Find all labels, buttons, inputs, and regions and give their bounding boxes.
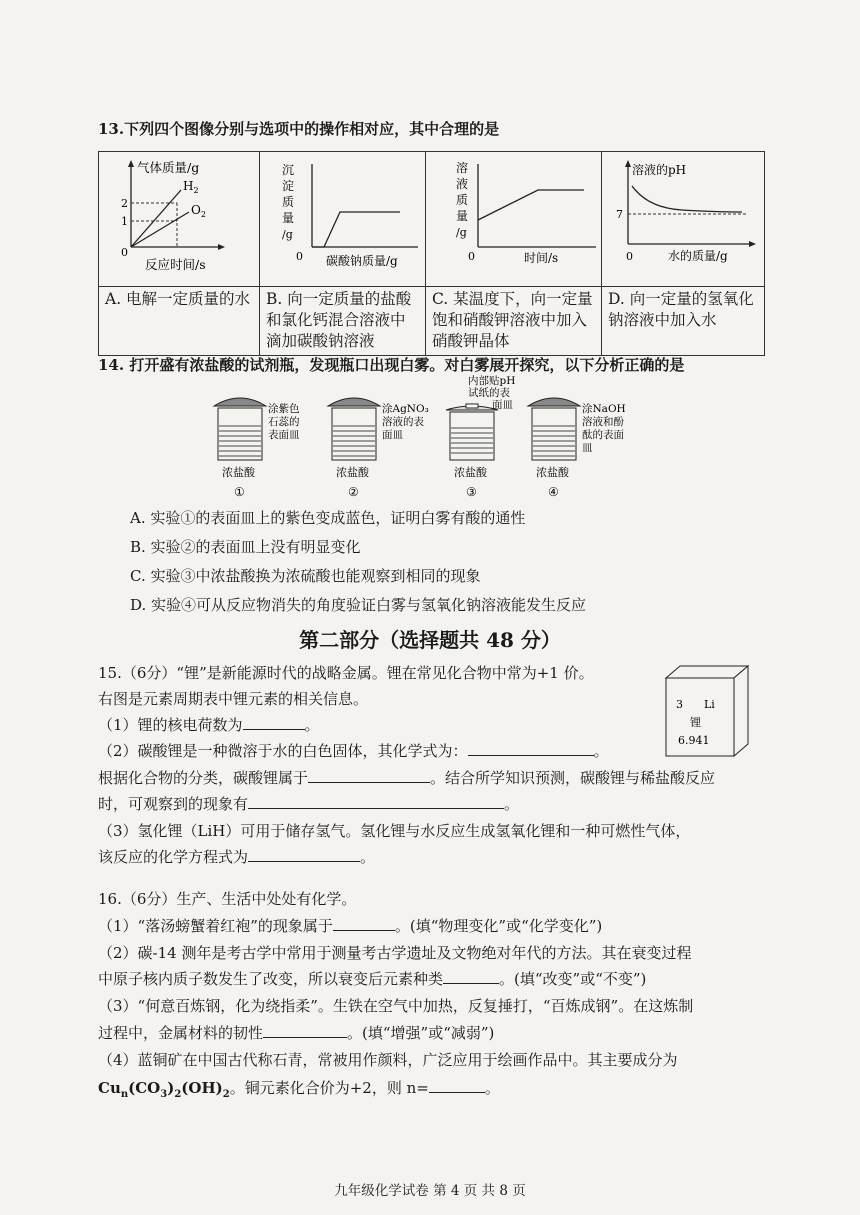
beaker-3-label-3: 面皿 — [492, 399, 513, 411]
graph-c-xlabel: 时间/s — [524, 251, 559, 265]
q15-line2: 右图是元素周期表中锂元素的相关信息。 — [98, 690, 369, 708]
q16-part1-blank[interactable] — [333, 916, 395, 931]
page-footer: 九年级化学试卷 第 4 页 共 8 页 — [334, 1183, 526, 1199]
q15-part2 — [98, 740, 609, 762]
graph-a-cell — [99, 152, 260, 287]
q15-part3a: （3）氢化锂（LiH）可用于储存氢气。氢化锂与水反应生成氢氧化锂和一种可燃性气体， — [98, 822, 691, 840]
q13-option-b: B. 向一定质量的盐酸和氯化钙混合溶液中滴加碳酸钠溶液 — [260, 287, 426, 356]
graph-a-o2-line — [131, 212, 189, 247]
beaker-3-num: ③ — [466, 485, 477, 499]
q16-part2b — [98, 968, 646, 990]
graph-b-ylabel-4: 量 — [282, 211, 295, 225]
q16-part3b — [98, 1022, 494, 1044]
beaker-4-label-1: 涂NaOH — [582, 403, 626, 415]
graph-b-cell — [260, 152, 426, 287]
q15-part1-blank[interactable] — [243, 715, 305, 730]
graph-a-ytick-1: 1 — [121, 215, 128, 228]
graph-b-origin: 0 — [296, 250, 303, 263]
q14-option-d: D. 实验④可从反应物消失的角度验证白雾与氢氧化钠溶液能发生反应 — [130, 596, 587, 614]
element-symbol: Li — [704, 698, 715, 711]
q13-option-c: C. 某温度下，向一定量饱和硝酸钾溶液中加入硝酸钾晶体 — [426, 287, 602, 356]
q16-part2b-blank[interactable] — [443, 969, 499, 984]
graph-a-origin: 0 — [121, 246, 128, 259]
graph-d-curve — [632, 186, 742, 212]
q16-part1 — [98, 915, 602, 937]
beaker-1 — [214, 398, 300, 499]
graph-c-ylabel-4: 量 — [456, 209, 469, 223]
graph-b — [260, 152, 425, 282]
q16-part3a: （3）“何意百炼钢，化为绕指柔”。生铁在空气中加热，反复捶打，“百炼成钢”。在这炼制 — [98, 997, 694, 1015]
graph-c-cell — [426, 152, 602, 287]
beaker-2-label-2: 溶液的表 — [382, 416, 424, 428]
graph-c-ylabel-3: 质 — [456, 193, 469, 207]
beaker-2-label-3: 面皿 — [382, 429, 403, 441]
graph-d-xlabel: 水的质量/g — [668, 249, 728, 263]
q15-part2-text: （2）碳酸锂是一种微溶于水的白色固体，其化学式为： — [98, 742, 468, 760]
q15-part3b — [98, 846, 375, 868]
graph-a-ylabel: 气体质量/g — [137, 160, 200, 175]
q14-option-b: B. 实验②的表面皿上没有明显变化 — [130, 538, 361, 556]
q16-part4b-end: 。 — [484, 1079, 500, 1097]
q15-part3b-blank[interactable] — [248, 847, 360, 862]
section-title: 第二部分（选择题共 48 分） — [299, 628, 561, 652]
q16-part2a: （2）碳-14 测年是考古学中常用于测量考古学遗址及文物绝对年代的方法。其在衰变过程 — [98, 944, 692, 962]
beaker-1-liquid: 浓盐酸 — [222, 466, 255, 479]
q16-part4a: （4）蓝铜矿在中国古代称石青，常被用作颜料，广泛应用于绘画作品中。其主要成分为 — [98, 1051, 678, 1069]
graph-a — [99, 152, 259, 282]
q14-option-c: C. 实验③中浓盐酸换为浓硫酸也能观察到相同的现象 — [130, 567, 481, 585]
beaker-3-label-1: 内部贴pH — [468, 375, 516, 387]
q16-part4b — [98, 1077, 500, 1106]
q15-part2-blank[interactable] — [468, 741, 594, 756]
q13-stem: 13.下列四个图像分别与选项中的操作相对应，其中合理的是 — [98, 120, 500, 138]
beaker-4-label-4: 皿 — [582, 442, 593, 454]
graph-d-ytick-7: 7 — [616, 208, 623, 221]
beaker-2 — [328, 398, 429, 499]
q15-part2b — [98, 767, 715, 789]
q15-part2c-blank[interactable] — [248, 794, 504, 809]
q16-part2b-text-b: 。(填“改变”或“不变”) — [499, 970, 647, 988]
beaker-4-label-2: 溶液和酚 — [582, 416, 624, 428]
q14-option-a: A. 实验①的表面皿上的紫色变成蓝色，证明白雾有酸的通性 — [130, 509, 526, 527]
beaker-2-label-1: 涂AgNO₃ — [382, 403, 429, 415]
graph-d-cell — [602, 152, 765, 287]
q16-part1-text-b: 。(填“物理变化”或“化学变化”) — [394, 917, 603, 935]
graph-a-ytick-2: 2 — [121, 197, 128, 210]
beaker-1-label-1: 涂紫色 — [268, 403, 300, 415]
graph-c-origin: 0 — [468, 250, 475, 263]
graph-d-origin: 0 — [626, 250, 633, 263]
beaker-3-label-2: 试纸的表 — [468, 387, 510, 399]
graph-a-o2-label: $O_2$ — [191, 203, 206, 219]
q15-part3b-end: 。 — [360, 848, 376, 866]
q15-line1: 15.（6分）“锂”是新能源时代的战略金属。锂在常见化合物中常为+1 价。 — [98, 664, 594, 682]
beaker-4 — [528, 398, 626, 499]
beaker-1-label-2: 石蕊的 — [268, 416, 300, 428]
q15-part2c-end: 。 — [504, 795, 520, 813]
q15-part2b-text-a: 根据化合物的分类，碳酸锂属于 — [98, 769, 309, 787]
q16-part3b-blank[interactable] — [263, 1023, 347, 1038]
q15-part3b-text: 该反应的化学方程式为 — [98, 848, 249, 866]
beaker-3 — [446, 374, 515, 499]
graph-c-curve — [478, 190, 584, 220]
q16-part3b-text-a: 过程中，金属材料的韧性 — [98, 1024, 264, 1042]
q14-stem: 14. 打开盛有浓盐酸的试剂瓶，发现瓶口出现白雾。对白雾展开探究，以下分析正确的是 — [98, 356, 685, 374]
q15-part2c — [98, 793, 519, 815]
q15-part2c-text: 时，可观察到的现象有 — [98, 795, 249, 813]
beaker-4-label-3: 酞的表面 — [582, 429, 624, 441]
graph-b-curve — [312, 212, 400, 247]
graph-b-xlabel: 碳酸钠质量/g — [326, 254, 398, 268]
graph-b-ylabel-3: 质 — [282, 195, 295, 209]
q16-formula: $Cu_n(CO_3)_2(OH)_2$ — [98, 1079, 230, 1100]
q15-part1-end: 。 — [304, 716, 320, 734]
q16-part4b-blank[interactable] — [429, 1078, 485, 1093]
graph-b-ylabel-2: 淀 — [282, 179, 295, 193]
graph-a-h2-label: $H_2$ — [183, 179, 199, 195]
q13-option-a: A. 电解一定质量的水 — [99, 287, 260, 356]
q15-part2b-blank[interactable] — [308, 768, 430, 783]
q13-graph-table — [98, 151, 765, 356]
graph-b-ylabel-1: 沉 — [282, 163, 295, 177]
beaker-1-num: ① — [234, 485, 245, 499]
graph-c-ylabel-1: 溶 — [456, 161, 469, 175]
q16-part3b-text-b: 。(填“增强”或“减弱”) — [347, 1024, 495, 1042]
q16-part4b-text: 。铜元素化合价为+2，则 n= — [229, 1079, 429, 1097]
graph-c-ylabel-5: /g — [456, 226, 467, 239]
beaker-3-liquid: 浓盐酸 — [454, 466, 487, 479]
q15-part2b-text-b: 。结合所学知识预测，碳酸锂与稀盐酸反应 — [430, 769, 716, 787]
q16-part1-text-a: （1）“落汤螃蟹着红袍”的现象属于 — [98, 917, 333, 935]
q15-part1 — [98, 714, 320, 736]
q14-apparatus-figure — [200, 375, 626, 501]
beaker-1-label-3: 表面皿 — [268, 429, 300, 441]
element-number: 3 — [676, 698, 683, 711]
beaker-4-liquid: 浓盐酸 — [536, 466, 569, 479]
element-mass: 6.941 — [678, 734, 710, 747]
graph-a-xlabel: 反应时间/s — [145, 257, 206, 272]
q15-part1-text: （1）锂的核电荷数为 — [98, 716, 243, 734]
q16-part2b-text-a: 中原子核内质子数发生了改变，所以衰变后元素种类 — [98, 970, 444, 988]
graph-b-ylabel-5: /g — [282, 228, 293, 241]
beaker-2-liquid: 浓盐酸 — [336, 466, 369, 479]
element-name: 锂 — [690, 716, 701, 729]
graph-d-ylabel: 溶液的pH — [632, 163, 687, 177]
lithium-element-card — [662, 664, 754, 760]
graph-c — [426, 152, 601, 282]
graph-c-ylabel-2: 液 — [456, 177, 469, 191]
beaker-2-num: ② — [348, 485, 359, 499]
graph-d — [602, 152, 764, 282]
q15-part2-end: 。 — [593, 742, 609, 760]
q16-line1: 16.（6分）生产、生活中处处有化学。 — [98, 890, 357, 908]
q13-option-d: D. 向一定量的氢氧化钠溶液中加入水 — [602, 287, 765, 356]
beaker-4-num: ④ — [548, 485, 559, 499]
graph-a-h2-line — [131, 190, 181, 247]
